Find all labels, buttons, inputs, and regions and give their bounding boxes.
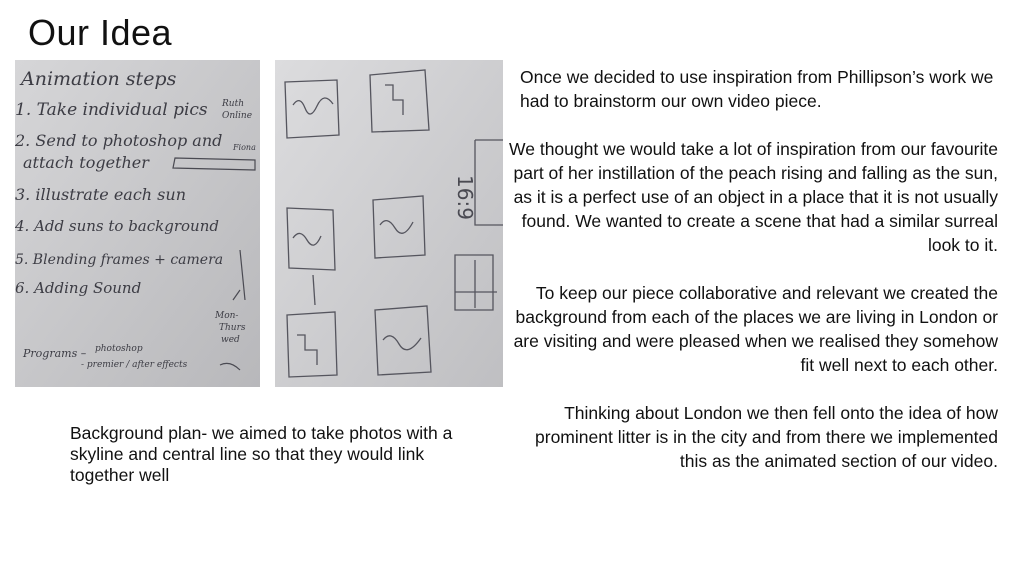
notes-side-note-2: Online xyxy=(222,111,253,121)
body-text xyxy=(503,65,998,497)
notes-side-note-6: wed xyxy=(221,335,240,345)
slide-title: Our Idea xyxy=(28,12,173,53)
notes-step-3: 3. illustrate each sun xyxy=(15,185,186,204)
notes-programs-label: Programs – xyxy=(23,347,87,360)
photo-caption: Background plan- we aimed to take photos with a skyline and central line so that they would link together well xyxy=(70,423,453,485)
storyboard-ratio-label: 16:9 xyxy=(453,175,477,220)
storyboard-sketches xyxy=(275,60,503,387)
notes-step-2: 2. Send to photoshop and xyxy=(15,131,223,150)
notes-program-2: - premier / after effects xyxy=(81,360,188,370)
animation-steps-notes xyxy=(15,60,260,387)
notes-side-note-4: Mon- xyxy=(215,311,239,321)
paragraph-3: To keep our piece collaborative and relevant we created the background from each of the places we are living in London or are visiting and were pleased when we realised they somehow fit well next to each other. xyxy=(513,283,998,375)
notes-program-1: photoshop xyxy=(95,344,143,354)
notes-step-6: 6. Adding Sound xyxy=(15,279,142,297)
animation-steps-photo xyxy=(15,60,260,387)
notes-step-5: 5. Blending frames + camera xyxy=(15,252,224,268)
paragraph-2: We thought we would take a lot of inspiration from our favourite part of her instillation of the peach rising and falling as the sun, as it is a perfect use of an object in a place that it is not usually found. We wanted to create a scene that had a similar surreal look to it. xyxy=(509,139,998,255)
notes-side-note-1: Ruth xyxy=(222,99,244,109)
notes-step-1: 1. Take individual pics xyxy=(15,100,208,120)
notes-step-2b: attach together xyxy=(23,153,149,172)
paragraph-4: Thinking about London we then fell onto the idea of how prominent litter is in the city and from there we implemented this as the animated section of our video. xyxy=(535,403,998,471)
paragraph-1: Once we decided to use inspiration from Phillipson’s work we had to brainstorm our own video piece. xyxy=(520,67,994,111)
notes-side-note-5: Thurs xyxy=(219,323,246,333)
storyboard-photo xyxy=(275,60,503,387)
notes-step-4: 4. Add suns to background xyxy=(15,217,219,235)
notes-side-note-3: Fiona xyxy=(233,143,256,152)
notes-heading: Animation steps xyxy=(21,68,177,90)
